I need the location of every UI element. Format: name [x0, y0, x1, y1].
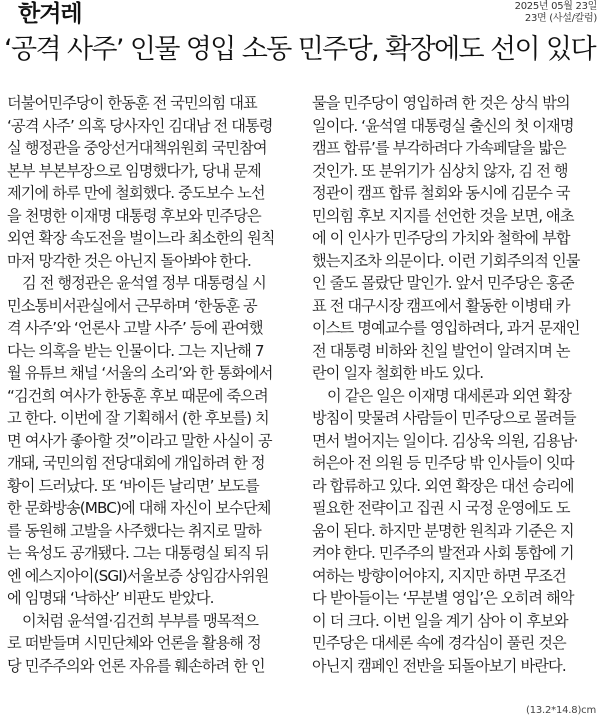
article-line: 물을 민주당이 영입하려 한 것은 상식 밖의: [312, 94, 570, 112]
article-line: 표 전 대구시장 캠프에서 활동한 이병태 카: [312, 296, 570, 315]
article-line: 아닌지 캠페인 전반을 되돌아보기 바란다.: [312, 656, 566, 675]
article-line: 캠프 합류’를 부각하려다 가속페달을 밟은: [312, 139, 566, 157]
article-line: 인 줄도 몰랐단 말인가. 앞서 민주당은 홍준: [312, 274, 574, 292]
article-line: 민주당은 대세론 속에 경각심이 풀린 것은: [312, 634, 566, 652]
article-line: 이 같은 일은 이재명 대세론과 외연 확장: [327, 386, 571, 405]
article-line: 는 육성도 공개됐다. 그는 대통령실 퇴직 뒤: [7, 544, 269, 562]
article-line: 했는지조차 의문이다. 이런 기회주의적 인물: [312, 251, 580, 270]
article-line: ‘공격 사주’ 의혹 당사자인 김대남 전 대통령: [7, 116, 273, 135]
article-line: 당 민주주의와 언론 자유를 훼손하려 한 인: [7, 656, 265, 675]
article-line: 에 이 인사가 민주당의 가치와 철학에 부합: [312, 229, 570, 247]
article-line: 로 떠받들며 시민단체와 언론을 활용해 정: [7, 634, 261, 652]
article-line: 허은아 전 의원 등 민주당 밖 인사들이 잇따: [312, 454, 574, 472]
article-line: 라 합류하고 있다. 외연 확장은 대선 승리에: [312, 476, 574, 495]
article-line: 다는 의혹을 받는 인물이다. 그는 지난해 7: [7, 341, 264, 360]
article-line: 민의힘 후보 지지를 선언한 것을 보면, 애초: [312, 206, 574, 225]
publication-meta: [515, 1, 597, 25]
article-line: 다 받아들이는 ‘무분별 영입’은 오히려 해악: [312, 589, 574, 607]
article-line: 본부 부본부장으로 임명했다가, 당내 문제: [7, 161, 261, 180]
article-line: 실 행정관을 중앙선거대책위원회 국민참여: [7, 139, 267, 157]
article-line: 제기에 하루 만에 철회했다. 중도보수 노선: [7, 184, 265, 202]
article-line: 격 사주’와 ‘언론사 고발 사주’ 등에 관여했: [7, 319, 263, 337]
article-line: 개돼, 국민의힘 전당대회에 개입하려 한 정: [7, 454, 265, 472]
page-section: 23면 (사설/칼럼): [524, 13, 597, 24]
article-line: 정관이 캠프 합류 철회와 동시에 김문수 국: [312, 184, 570, 202]
article-column-right: [312, 92, 594, 677]
article-headline: ‘공격 사주’ 인물 영입 소동 민주당, 확장에도 선이 있다: [4, 34, 595, 65]
article-line: 엔 에스지아이(SGI)서울보증 상임감사위원: [7, 566, 269, 585]
article-line: 켜야 한다. 민주주의 발전과 사회 통합에 기: [312, 544, 574, 562]
article-line: 민소통비서관실에서 근무하며 ‘한동훈 공: [7, 296, 257, 315]
article-line: 에 임명돼 ‘낙하산’ 비판도 받았다.: [7, 589, 214, 607]
article-column-left: [7, 92, 289, 677]
publication-date: 2025년 05월 23일: [514, 1, 597, 12]
article-line: 여하는 방향이어야지, 지지만 하면 무조건: [312, 566, 566, 585]
article-line: 전 대통령 비하와 친일 발언이 알려지며 논: [312, 341, 570, 360]
article-line: 것인가. 또 분위기가 심상치 않자, 김 전 행: [312, 161, 568, 180]
article-line: 황이 드러났다. 또 ‘바이든 날리면’ 보도를: [7, 476, 259, 495]
article-line: 마저 망각한 것은 아닌지 돌아봐야 한다.: [7, 251, 251, 270]
article-line: 을 천명한 이재명 대통령 후보와 민주당은: [7, 206, 261, 225]
article-line: 방침이 맞물려 사람들이 민주당으로 몰려들: [312, 409, 576, 427]
article-line: 이 더 크다. 이번 일을 계기 삼아 이 후보와: [312, 611, 568, 630]
article-line: 고 한다. 이번에 잘 기획해서 (한 후보를) 치: [7, 409, 269, 427]
article-line: 일이다. ‘윤석열 대통령실 출신의 첫 이재명: [312, 116, 574, 135]
article-line: 란이 일자 철회한 바도 있다.: [312, 364, 484, 382]
article-line: 이스트 명예교수를 영입하려다, 과거 문재인: [312, 319, 580, 337]
article-line: 면 여사가 좋아할 것”이라고 말한 사실이 공: [7, 431, 272, 450]
article-line: 월 유튜브 채널 ‘서울의 소리’와 한 통화에서: [7, 364, 273, 382]
article-line: 외연 확장 속도전을 벌이느라 최소한의 원칙: [7, 229, 275, 247]
article-line: 움이 된다. 하지만 분명한 원칙과 기준은 지: [312, 521, 574, 540]
article-line: 면서 벌어지는 일이다. 김상욱 의원, 김용남·: [312, 431, 578, 450]
article-line: 필요한 전략이고 집권 시 국정 운영에도 도: [312, 499, 570, 517]
article-line: 이처럼 윤석열·김건희 부부를 맹목적으: [22, 611, 259, 630]
article-line: 김 전 행정관은 윤석열 정부 대통령실 시: [22, 274, 266, 292]
masthead-logo: 한겨레: [18, 1, 82, 27]
article-line: 더불어민주당이 한동훈 전 국민의힘 대표: [7, 94, 257, 112]
article-line: “김건희 여사가 한동훈 후보 때문에 죽으려: [7, 386, 268, 405]
article-line: 한 문화방송(MBC)에 대해 자신이 보수단체: [7, 499, 271, 517]
article-size-note: (13.2*14.8)cm: [526, 705, 596, 716]
article-line: 를 동원해 고발을 사주했다는 취지로 말하: [7, 521, 261, 540]
